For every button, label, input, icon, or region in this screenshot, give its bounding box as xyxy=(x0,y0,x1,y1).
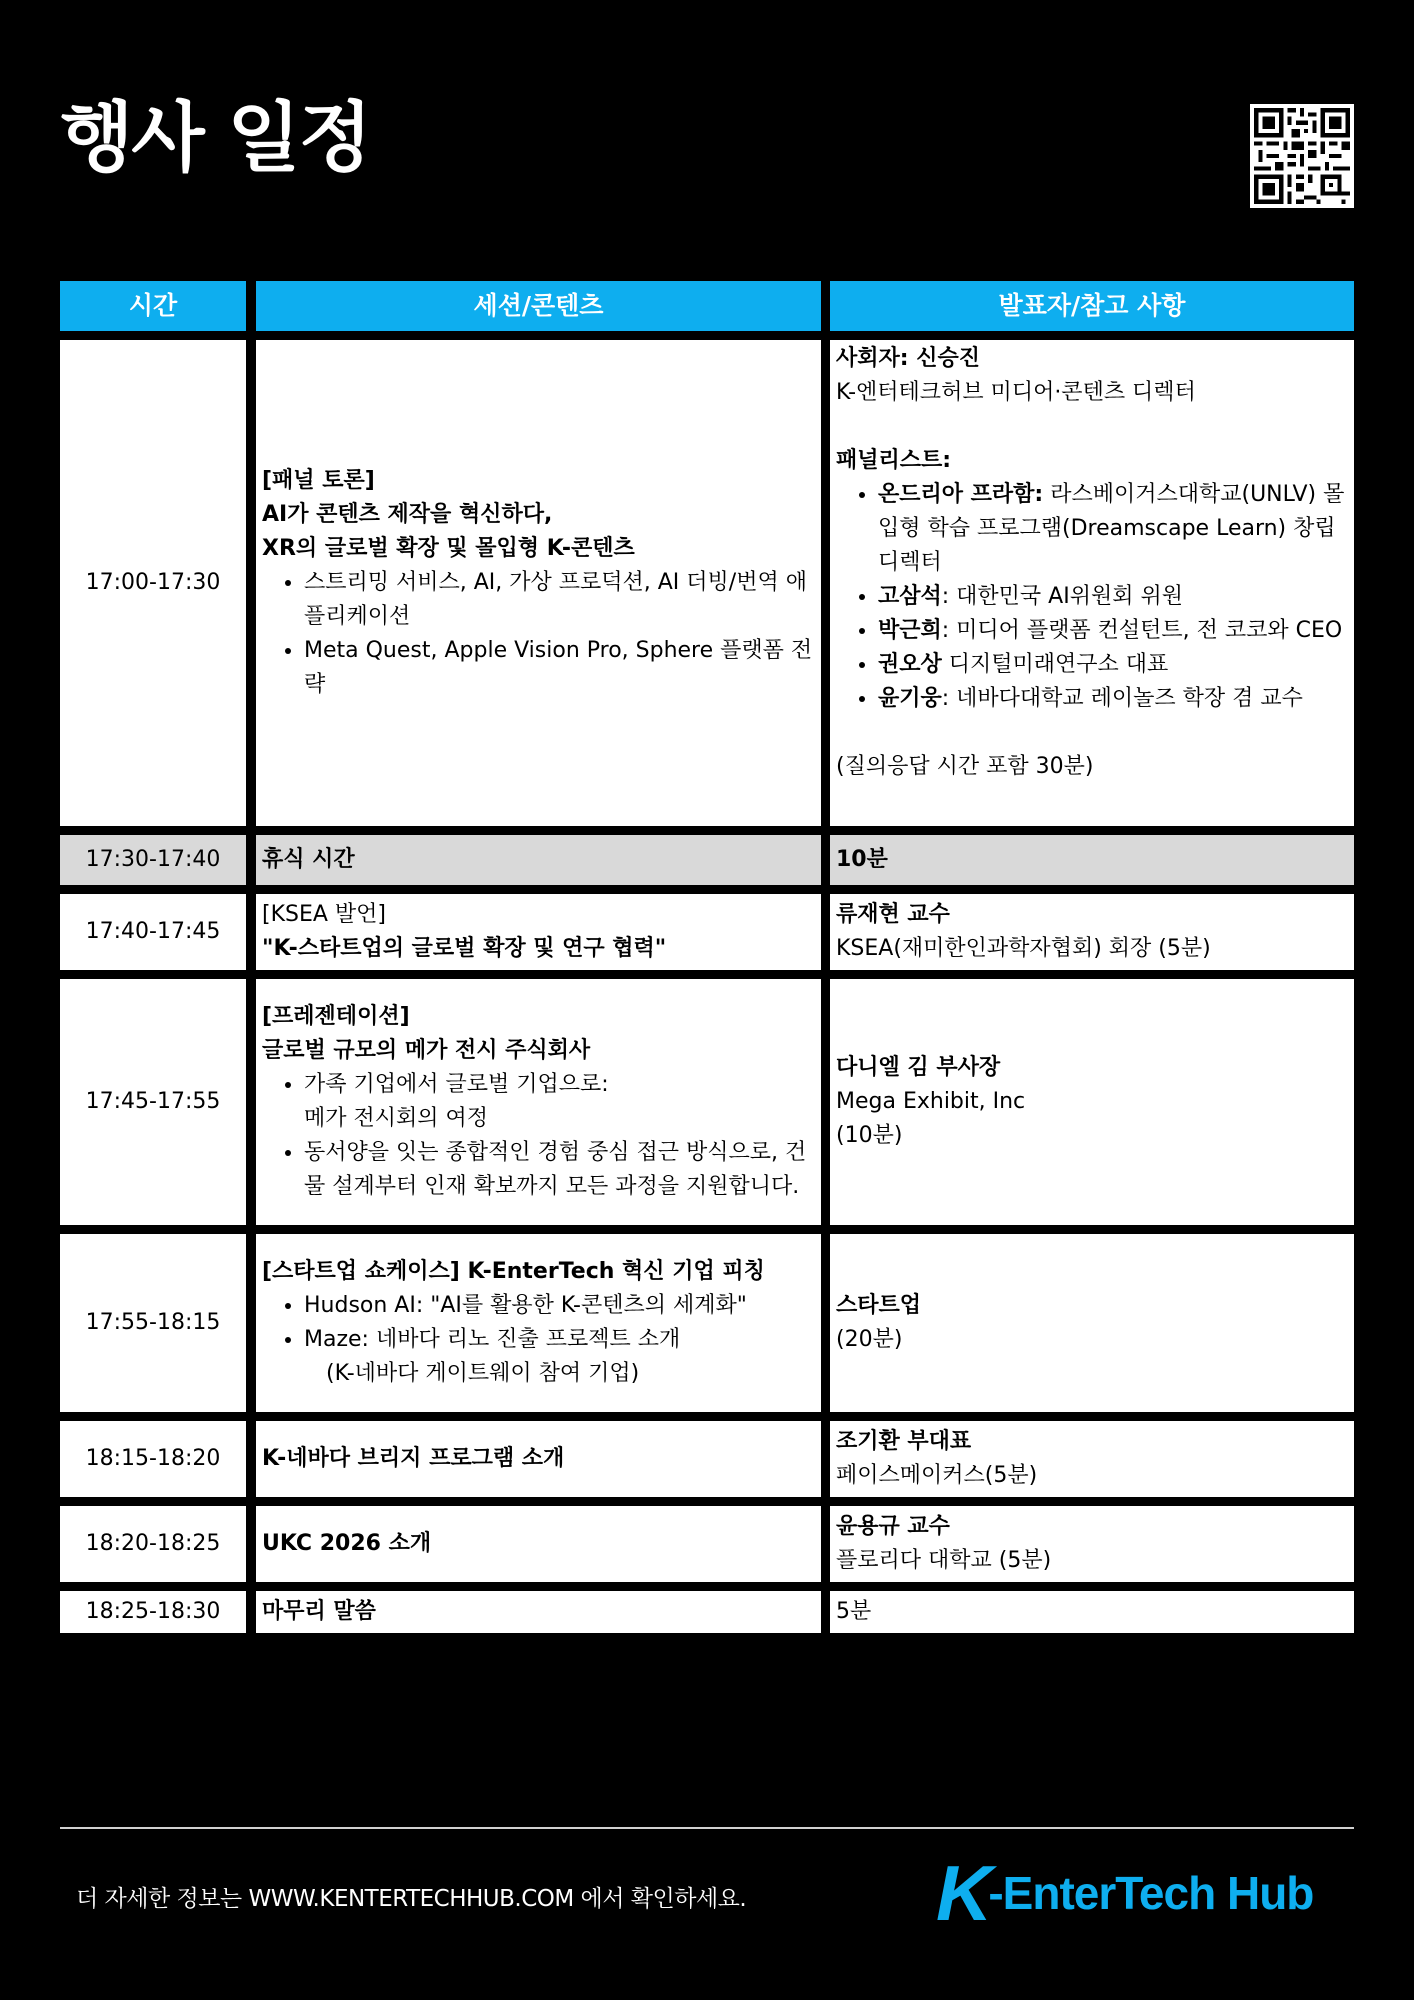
panelist-desc: 디지털미래연구소 대표 xyxy=(941,652,1169,677)
session-line: XR의 글로벌 확장 및 몰입형 K-콘텐츠 xyxy=(262,536,635,561)
speaker-detail: (20분) xyxy=(836,1327,903,1352)
table-row xyxy=(60,835,1354,885)
session-cell xyxy=(256,340,821,826)
session-cell: UKC 2026 소개 xyxy=(256,1506,821,1582)
moderator-role: K-엔터테크허브 미디어·콘텐츠 디렉터 xyxy=(836,380,1196,405)
panelists-label: 패널리스트: xyxy=(836,448,952,473)
panelist-name: 고삼석 xyxy=(878,584,942,609)
list-item: • 가족 기업에서 글로벌 기업으로: 메가 전시회의 여정 xyxy=(304,1068,815,1136)
speaker-name: 다니엘 김 부사장 xyxy=(836,1055,1001,1080)
session-cell: K-네바다 브리지 프로그램 소개 xyxy=(256,1421,821,1497)
time-cell: 17:00-17:30 xyxy=(60,340,246,826)
speaker-detail: 플로리다 대학교 (5분) xyxy=(836,1548,1052,1573)
time-cell: 17:45-17:55 xyxy=(60,979,246,1225)
session-line: AI가 콘텐츠 제작을 혁신하다, xyxy=(262,502,553,527)
time-cell: 17:55-18:15 xyxy=(60,1234,246,1412)
panelist-list xyxy=(836,478,1348,716)
list-item: • Hudson AI: "AI를 활용한 K-콘텐츠의 세계화" xyxy=(304,1289,815,1323)
table-row xyxy=(60,1591,1354,1633)
logo-k: K xyxy=(936,1849,989,1937)
panelist-item xyxy=(878,580,1348,614)
table-row xyxy=(60,1506,1354,1582)
panelist-desc: : 네바다대학교 레이놀즈 학장 겸 교수 xyxy=(941,686,1303,711)
speaker-cell xyxy=(830,1506,1354,1582)
session-line: [KSEA 발언] xyxy=(262,902,387,927)
session-line: 글로벌 규모의 메가 전시 주식회사 xyxy=(262,1038,591,1063)
qr-code-icon xyxy=(1250,104,1354,208)
kentertech-hub-logo xyxy=(936,1849,1314,1937)
panelist-item xyxy=(878,682,1348,716)
list-item: • 스트리밍 서비스, AI, 가상 프로덕션, AI 더빙/번역 애플리케이션 xyxy=(304,566,815,634)
panelist-desc: : 대한민국 AI위원회 위원 xyxy=(941,584,1183,609)
panelist-desc: 라스베이거스대학교(UNLV) 몰입형 학습 프로그램(Dreamscape Learn) 창립디렉터 xyxy=(878,482,1345,575)
speaker-detail: KSEA(재미한인과학자협회) 회장 (5분) xyxy=(836,936,1211,961)
time-cell: 18:15-18:20 xyxy=(60,1421,246,1497)
session-cell xyxy=(256,894,821,970)
logo-wordmark: -EnterTech Hub xyxy=(988,1867,1314,1919)
session-cell: 휴식 시간 xyxy=(256,835,821,885)
table-row xyxy=(60,340,1354,826)
panelist-name: 온드리아 프라함: xyxy=(878,482,1044,507)
header-speaker: 발표자/참고 사항 xyxy=(830,281,1354,331)
table-row xyxy=(60,979,1354,1225)
table-header xyxy=(60,281,1354,331)
speaker-detail: 페이스메이커스(5분) xyxy=(836,1463,1038,1488)
speaker-name: 류재현 교수 xyxy=(836,902,950,927)
panelist-item xyxy=(878,648,1348,682)
panelist-name: 권오상 xyxy=(878,652,942,677)
time-cell: 18:25-18:30 xyxy=(60,1591,246,1633)
table-row xyxy=(60,894,1354,970)
footer-info: 더 자세한 정보는 WWW.KENTERTECHHUB.COM 에서 확인하세요. xyxy=(76,1886,747,1912)
time-cell: 17:30-17:40 xyxy=(60,835,246,885)
speaker-cell xyxy=(830,894,1354,970)
panelist-name: 박근희 xyxy=(878,618,942,643)
list-item: • Meta Quest, Apple Vision Pro, Sphere 플랫폼 전략 xyxy=(304,634,815,702)
session-line: [프레젠테이션] xyxy=(262,1004,410,1029)
session-title: [스타트업 쇼케이스] K-EnterTech 혁신 기업 피칭 xyxy=(262,1259,765,1284)
session-cell xyxy=(256,1234,821,1412)
speaker-name: 윤용규 교수 xyxy=(836,1514,950,1539)
session-subnote: (K-네바다 게이트웨이 참여 기업) xyxy=(326,1361,640,1386)
moderator-label: 사회자: 신승진 xyxy=(836,346,980,371)
session-bullets xyxy=(262,1068,815,1204)
session-bullets xyxy=(262,1289,815,1357)
session-cell xyxy=(256,979,821,1225)
header-session: 세션/콘텐츠 xyxy=(256,281,821,331)
session-bullets xyxy=(262,566,815,702)
panelist-item xyxy=(878,614,1348,648)
session-note: (질의응답 시간 포함 30분) xyxy=(836,754,1094,779)
speaker-name: 조기환 부대표 xyxy=(836,1429,972,1454)
schedule-table xyxy=(60,281,1354,1633)
header-time: 시간 xyxy=(60,281,246,331)
speaker-cell xyxy=(830,340,1354,826)
session-cell: 마무리 말씀 xyxy=(256,1591,821,1633)
list-item: • 동서양을 잇는 종합적인 경험 중심 접근 방식으로, 건물 설계부터 인재 확보까지 모든 과정을 지원합니다. xyxy=(304,1136,815,1204)
speaker-cell xyxy=(830,979,1354,1225)
page-title: 행사 일정 xyxy=(60,93,371,182)
time-cell: 17:40-17:45 xyxy=(60,894,246,970)
panelist-name: 윤기웅 xyxy=(878,686,942,711)
session-line: [패널 토론] xyxy=(262,468,375,493)
panelist-item xyxy=(878,478,1348,580)
footer-divider xyxy=(60,1827,1354,1829)
speaker-cell xyxy=(830,1421,1354,1497)
time-cell: 18:20-18:25 xyxy=(60,1506,246,1582)
speaker-detail: Mega Exhibit, Inc xyxy=(836,1089,1026,1114)
table-row xyxy=(60,1421,1354,1497)
table-row xyxy=(60,1234,1354,1412)
speaker-cell xyxy=(830,1234,1354,1412)
qr-code-graphic xyxy=(1250,104,1354,208)
speaker-note: (10분) xyxy=(836,1123,903,1148)
speaker-name: 스타트업 xyxy=(836,1293,922,1318)
speaker-cell: 10분 xyxy=(830,835,1354,885)
panelist-desc: : 미디어 플랫폼 컨설턴트, 전 코코와 CEO xyxy=(941,618,1343,643)
session-line: "K-스타트업의 글로벌 확장 및 연구 협력" xyxy=(262,936,667,961)
list-item: • Maze: 네바다 리노 진출 프로젝트 소개 xyxy=(304,1323,815,1357)
speaker-cell: 5분 xyxy=(830,1591,1354,1633)
